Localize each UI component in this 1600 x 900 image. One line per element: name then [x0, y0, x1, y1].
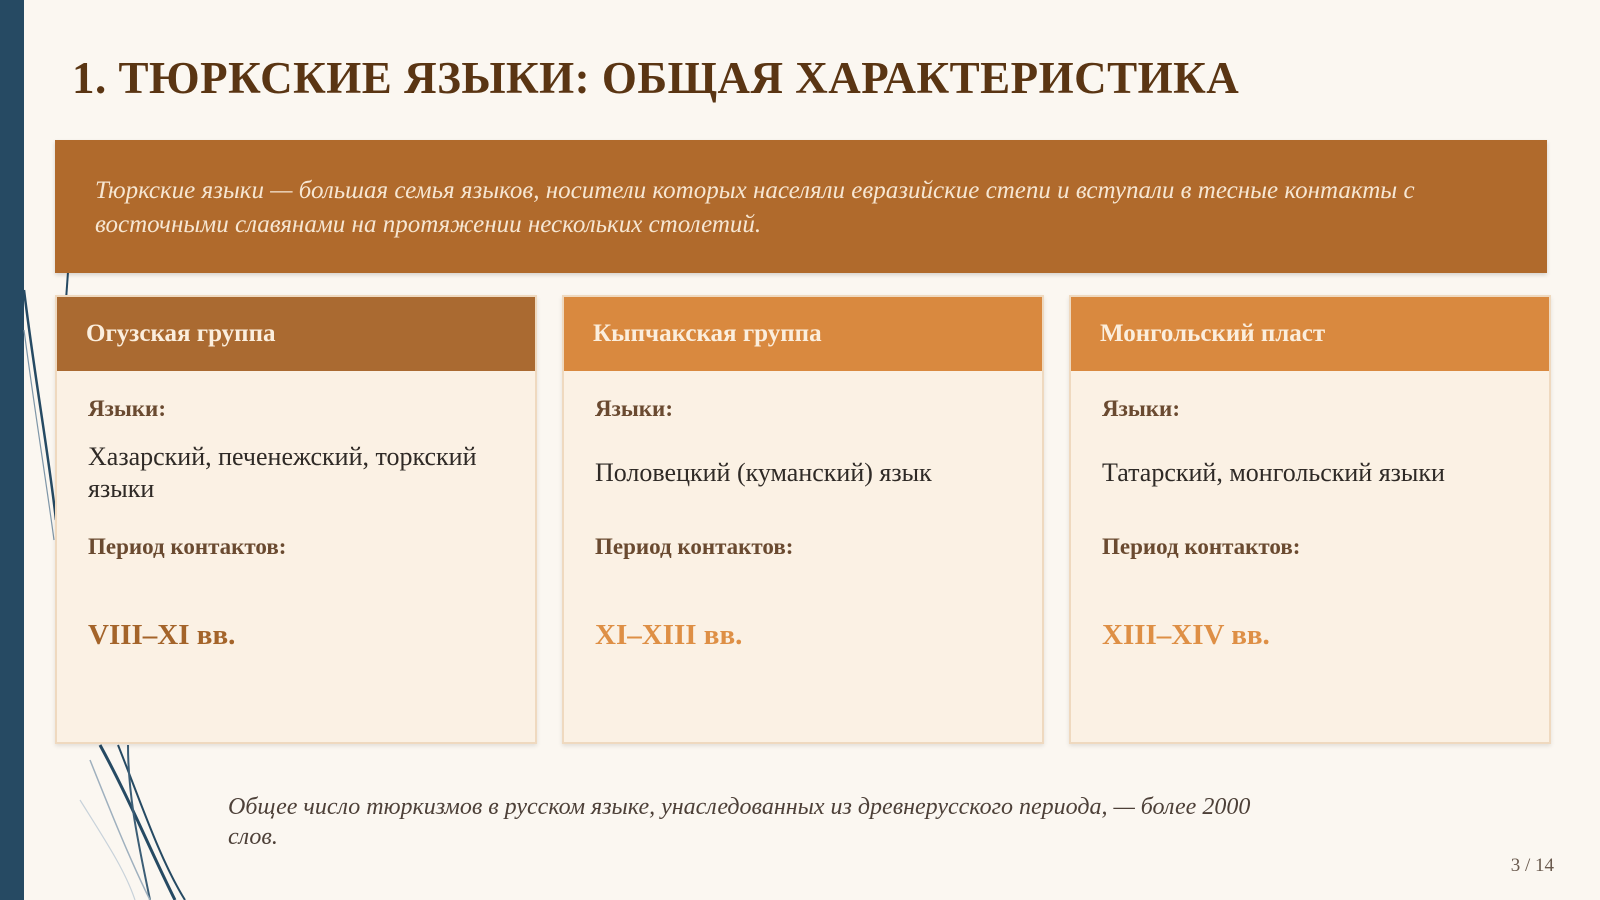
intro-banner	[55, 140, 1547, 273]
card-mongol-layer	[1069, 295, 1551, 744]
languages-label: Языки:	[88, 396, 166, 421]
period-label: Период контактов:	[595, 534, 794, 559]
card-title: Огузская группа	[86, 320, 276, 347]
period-label: Период контактов:	[88, 534, 287, 559]
card-kipchak-group	[562, 295, 1044, 744]
period-label: Период контактов:	[1102, 534, 1301, 559]
card-header	[57, 297, 535, 371]
languages-value: Половецкий (куманский) язык	[595, 458, 932, 487]
languages-value: Татарский, монгольский языки	[1102, 458, 1445, 487]
languages-label: Языки:	[1102, 396, 1180, 421]
card-oghuz-group	[55, 295, 537, 744]
card-header	[564, 297, 1042, 371]
card-header	[1071, 297, 1549, 371]
card-title: Монгольский пласт	[1100, 320, 1326, 347]
languages-label: Языки:	[595, 396, 673, 421]
languages-value: Хазарский, печенежский, торкский языки	[88, 442, 477, 503]
footer-note: Общее число тюркизмов в русском языке, унаследованных из древнерусского периода, — более 2000 слов.	[228, 794, 1251, 850]
intro-text: Тюркские языки — большая семья языков, носители которых населяли евразийские степи и вступали в тесные контакты с восточными славянами на протяжении нескольких столетий.	[95, 177, 1415, 238]
slide-title: 1. ТЮРКСКИЕ ЯЗЫКИ: ОБЩАЯ ХАРАКТЕРИСТИКА	[72, 53, 1240, 103]
card-title: Кыпчакская группа	[593, 320, 822, 347]
period-value: XIII–XIV вв.	[1102, 619, 1270, 651]
period-value: VIII–XI вв.	[88, 619, 236, 651]
page-number: 3 / 14	[1510, 855, 1554, 876]
period-value: XI–XIII вв.	[595, 619, 743, 651]
